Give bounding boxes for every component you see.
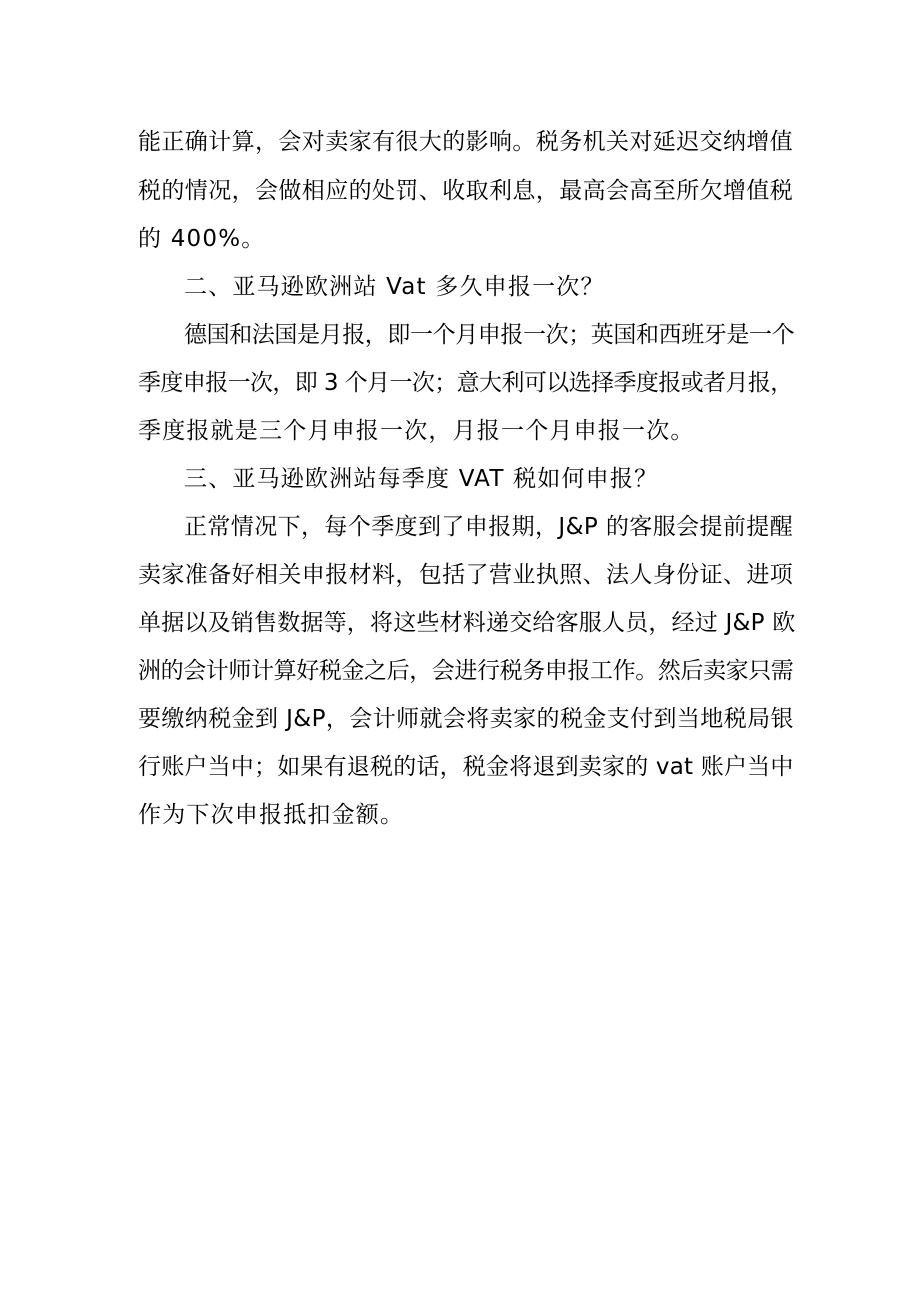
paragraph-line-7: 季度报就是三个月申报一次，月报一个月申报一次。 [138, 418, 695, 444]
paragraph-line-5: 德国和法国是月报，即一个月申报一次；英国和西班牙是一个 [184, 322, 795, 348]
paragraph-line-14: 行账户当中；如果有退税的话，税金将退到卖家的 vat 账户当中 [138, 754, 794, 780]
paragraph-line-13: 要缴纳税金到 J&P，会计师就会将卖家的税金支付到当地税局银 [138, 706, 794, 732]
paragraph-line-3: 的 400%。 [138, 226, 266, 252]
paragraph-line-9: 正常情况下，每个季度到了申报期，J&P 的客服会提前提醒 [184, 514, 794, 540]
section-heading-3: 三、亚马逊欧洲站每季度 VAT 税如何申报？ [184, 466, 659, 492]
paragraph-line-12: 洲的会计师计算好税金之后，会进行税务申报工作。然后卖家只需 [138, 658, 794, 684]
section-heading-2: 二、亚马逊欧洲站 Vat 多久申报一次？ [184, 274, 605, 300]
paragraph-line-15: 作为下次申报抵扣金额。 [138, 802, 405, 828]
paragraph-line-11: 单据以及销售数据等，将这些材料递交给客服人员，经过 J&P 欧 [138, 610, 796, 636]
paragraph-line-1: 能正确计算，会对卖家有很大的影响。税务机关对延迟交纳增值 [138, 129, 794, 155]
paragraph-line-2: 税的情况，会做相应的处罚、收取利息，最高会高至所欠增值税 [138, 178, 794, 204]
paragraph-line-6: 季度申报一次，即 3 个月一次；意大利可以选择季度报或者月报， [138, 370, 793, 396]
paragraph-line-10: 卖家准备好相关申报材料，包括了营业执照、法人身份证、进项 [138, 562, 794, 588]
